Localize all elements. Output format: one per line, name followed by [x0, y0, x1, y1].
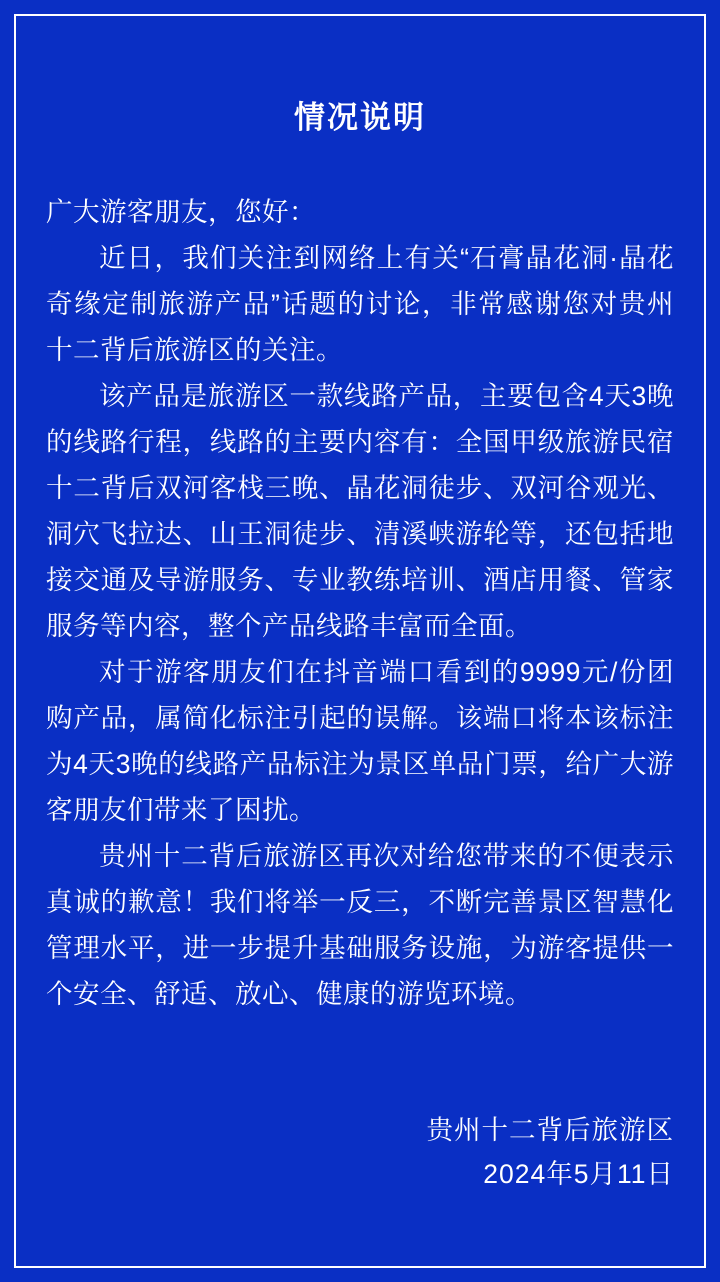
signature-block [46, 1108, 674, 1242]
paragraph-1: 近日，我们关注到网络上有关“石膏晶花洞·晶花奇缘定制旅游产品”话题的讨论，非常感谢您对贵州十二背后旅游区的关注。 [46, 243, 674, 365]
notice-content [46, 60, 674, 1242]
paragraph-2: 该产品是旅游区一款线路产品，主要包含4天3晚的线路行程，线路的主要内容有：全国甲级旅游民宿十二背后双河客栈三晚、晶花洞徒步、双河谷观光、洞穴飞拉达、山王洞徒步、清溪峡游轮等，还包括地接交通及导游服务、专业教练培训、酒店用餐、管家服务等内容，整个产品线路丰富而全面。 [46, 381, 674, 641]
page-title: 情况说明 [294, 100, 426, 135]
paragraph-3: 对于游客朋友们在抖音端口看到的9999元/份团购产品，属简化标注引起的误解。该端口将本该标注为4天3晚的线路产品标注为景区单品门票，给广大游客朋友们带来了困扰。 [46, 657, 674, 825]
salutation: 广大游客朋友，您好： [46, 197, 316, 227]
signature-date: 2024年5月11日 [483, 1159, 674, 1189]
paragraph-4: 贵州十二背后旅游区再次对给您带来的不便表示真诚的歉意！我们将举一反三，不断完善景区智慧化管理水平，进一步提升基础服务设施，为游客提供一个安全、舒适、放心、健康的游览环境。 [46, 841, 674, 1009]
signature-organization: 贵州十二背后旅游区 [426, 1115, 674, 1145]
notice-body [46, 189, 674, 1017]
